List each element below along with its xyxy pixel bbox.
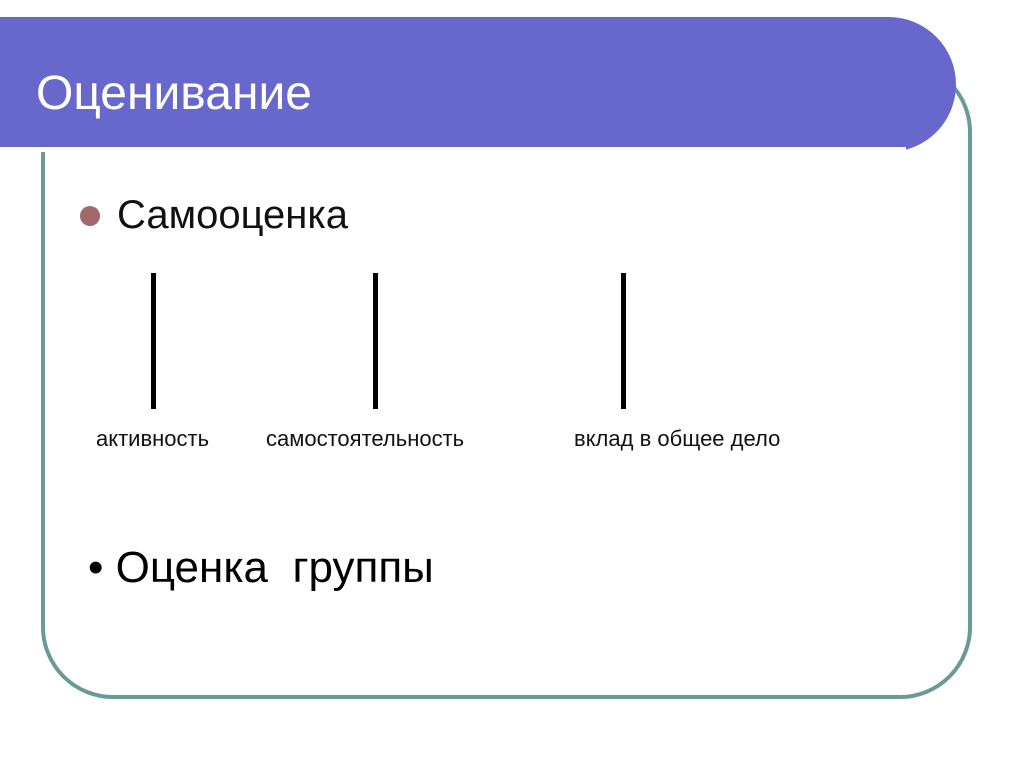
- criterion-marker-2: [373, 273, 378, 409]
- slide-title: Оценивание: [36, 67, 312, 120]
- bullet-self-assessment: Самооценка: [117, 193, 348, 237]
- title-underline: [0, 147, 906, 152]
- bullet-dot-icon: [80, 206, 100, 226]
- criterion-contribution: вклад в общее дело: [574, 426, 781, 451]
- criterion-independence: самостоятельность: [266, 426, 465, 451]
- criterion-marker-3: [621, 273, 626, 409]
- bullet-group-assessment: • Оценка группы: [88, 543, 434, 592]
- criterion-activity: активность: [96, 426, 210, 451]
- slide-frame: [41, 60, 972, 699]
- title-bar: [0, 17, 956, 152]
- criterion-marker-1: [151, 273, 156, 409]
